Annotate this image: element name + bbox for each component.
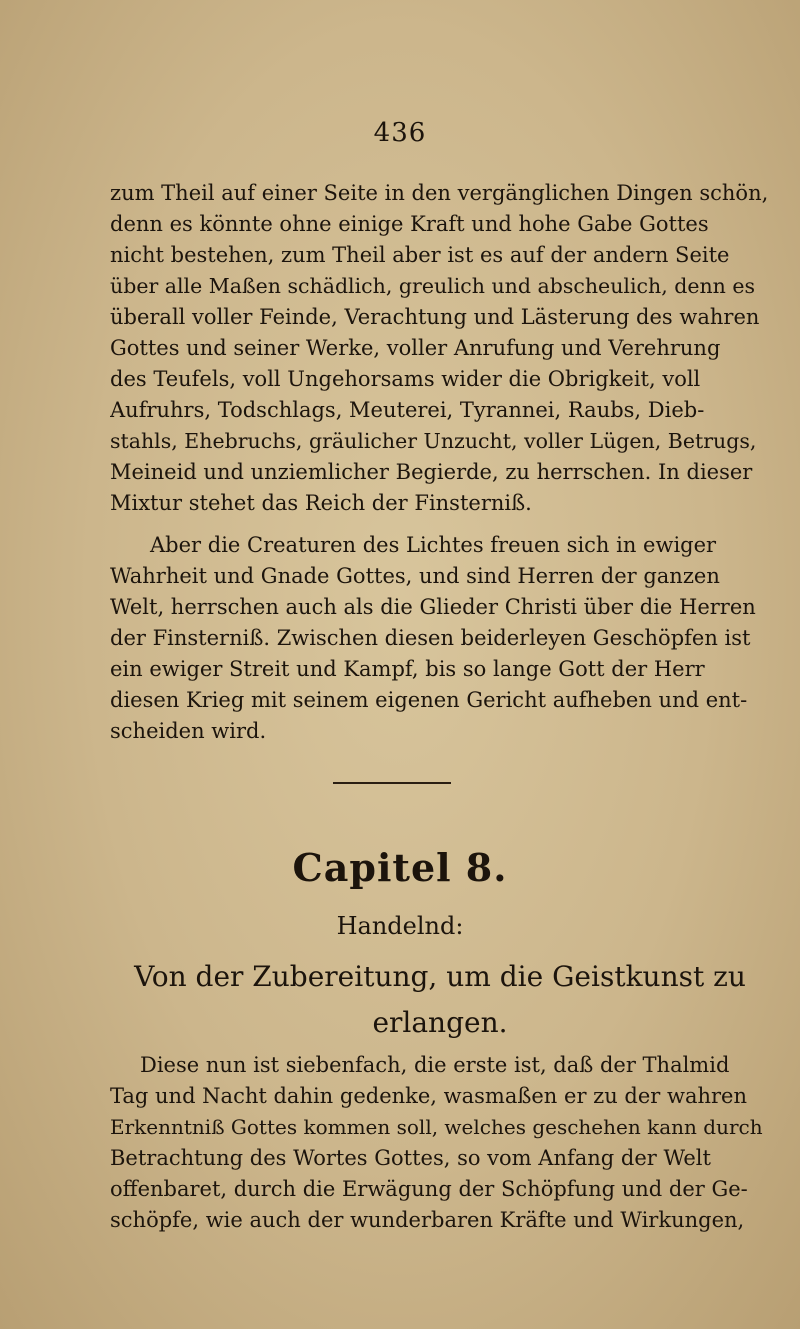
text-line: Betrachtung des Wortes Gottes, so vom Anfang der Welt: [110, 1146, 711, 1170]
chapter-subtitle: Handelnd:: [336, 912, 464, 940]
text-line: Mixtur stehet das Reich der Finsterniß.: [110, 491, 532, 515]
text-line: schöpfe, wie auch der wunderbaren Kräfte und Wirkungen,: [110, 1208, 745, 1232]
text-line: überall voller Feinde, Verachtung und Lästerung des wahren: [110, 305, 760, 329]
section-divider: [333, 782, 451, 784]
text-line: scheiden wird.: [110, 719, 267, 743]
text-line: Aufruhrs, Todschlags, Meuterei, Tyrannei, Raubs, Dieb-: [110, 398, 705, 422]
text-line: des Teufels, voll Ungehorsams wider die Obrigkeit, voll: [110, 367, 701, 391]
text-line: offenbaret, durch die Erwägung der Schöpfung und der Ge-: [110, 1177, 748, 1201]
paragraph-1: [110, 178, 770, 519]
paragraph-3: [110, 1050, 770, 1236]
chapter-heading: Capitel 8.: [292, 845, 508, 890]
text-line: der Finsterniß. Zwischen diesen beiderleyen Geschöpfen ist: [110, 626, 751, 650]
text-line: diesen Krieg mit seinem eigenen Gericht aufheben und ent-: [110, 688, 748, 712]
text-line: über alle Maßen schädlich, greulich und abscheulich, denn es: [110, 274, 756, 298]
chapter-title-line: erlangen.: [372, 1006, 508, 1039]
text-line: stahls, Ehebruchs, gräulicher Unzucht, voller Lügen, Betrugs,: [110, 429, 757, 453]
page-number: 436: [373, 118, 427, 148]
text-line: zum Theil auf einer Seite in den vergänglichen Dingen schön,: [110, 181, 769, 205]
text-line: Tag und Nacht dahin gedenke, wasmaßen er zu der wahren: [110, 1084, 748, 1108]
text-line: denn es könnte ohne einige Kraft und hohe Gabe Gottes: [110, 212, 709, 236]
text-line: Diese nun ist siebenfach, die erste ist, daß der Thalmid: [140, 1053, 730, 1077]
text-line: Aber die Creaturen des Lichtes freuen sich in ewiger: [150, 533, 717, 557]
text-line: ein ewiger Streit und Kampf, bis so lange Gott der Herr: [110, 657, 705, 681]
paragraph-2: [110, 530, 770, 747]
text-line: Erkenntniß Gottes kommen soll, welches geschehen kann durch: [110, 1115, 763, 1139]
chapter-title-line: Von der Zubereitung, um die Geistkunst zu: [134, 960, 746, 993]
text-line: Meineid und unziemlicher Begierde, zu herrschen. In dieser: [110, 460, 753, 484]
text-line: Welt, herrschen auch als die Glieder Christi über die Herren: [110, 595, 756, 619]
text-line: Gottes und seiner Werke, voller Anrufung und Verehrung: [110, 336, 721, 360]
text-line: nicht bestehen, zum Theil aber ist es auf der andern Seite: [110, 243, 730, 267]
text-line: Wahrheit und Gnade Gottes, und sind Herren der ganzen: [110, 564, 720, 588]
